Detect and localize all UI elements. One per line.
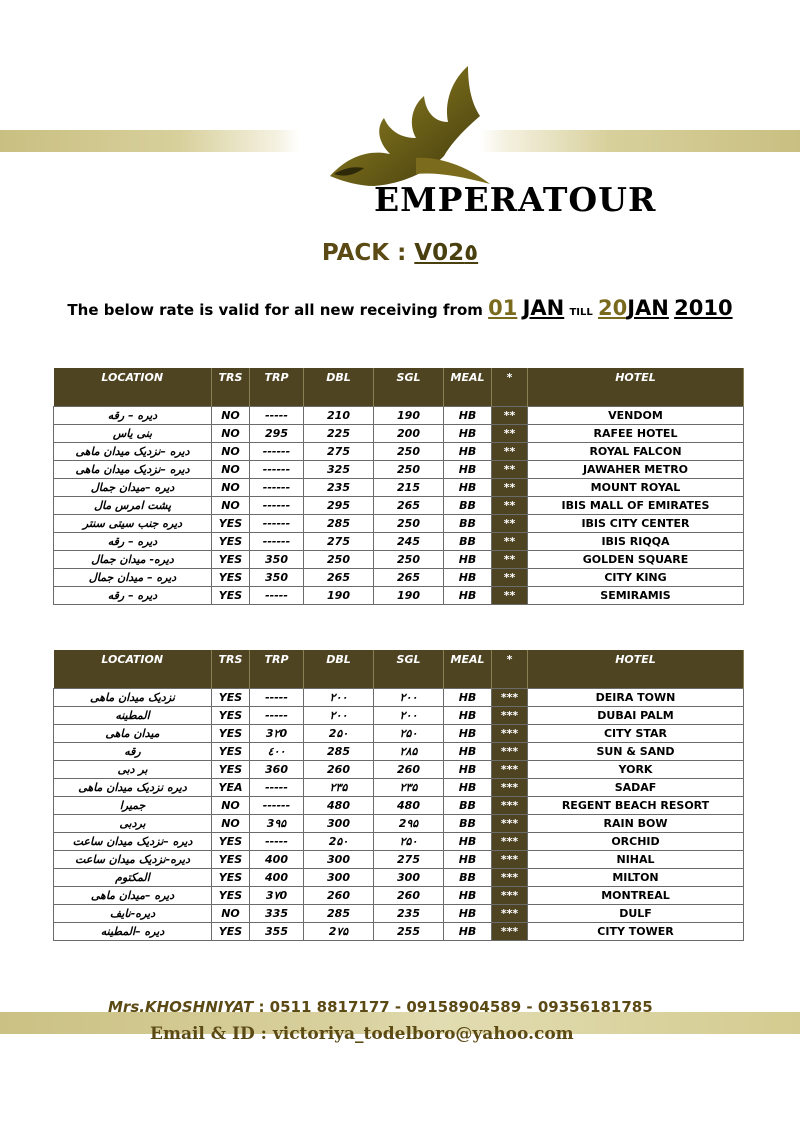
sgl-cell: 235 (374, 905, 444, 923)
star-cell: ** (492, 569, 528, 587)
table-row (54, 407, 744, 425)
meal-cell: BB (444, 533, 492, 551)
hotel-cell: MONTREAL (528, 887, 744, 905)
star-cell: ** (492, 443, 528, 461)
table-header (54, 368, 744, 407)
dbl-cell: 250 (304, 551, 374, 569)
hotel-cell: MILTON (528, 869, 744, 887)
sgl-cell: 250 (374, 515, 444, 533)
trs-cell: YEA (212, 779, 250, 797)
dbl-cell: 325 (304, 461, 374, 479)
email-address[interactable]: victoriya_todelboro@yahoo.com (272, 1024, 574, 1044)
star-cell: ** (492, 551, 528, 569)
dbl-cell: ۲۳۵ (304, 779, 374, 797)
location-cell: دیره –میدان ماهی (54, 887, 212, 905)
hotel-cell: SEMIRAMIS (528, 587, 744, 605)
validity-line (0, 296, 800, 320)
star-cell: *** (492, 851, 528, 869)
trp-cell: ------ (250, 515, 304, 533)
trs-cell: YES (212, 743, 250, 761)
dbl-cell: 225 (304, 425, 374, 443)
dbl-cell: 300 (304, 869, 374, 887)
table-row (54, 479, 744, 497)
sgl-cell: ۲۸۵ (374, 743, 444, 761)
trp-cell: ٤۰۰ (250, 743, 304, 761)
location-cell: دیره –المطینه (54, 923, 212, 941)
column-header-trp: TRP (250, 368, 304, 407)
from-day: 01 (488, 296, 518, 320)
trs-cell: YES (212, 569, 250, 587)
rates-table-three-star (53, 650, 744, 941)
table-row (54, 689, 744, 707)
table-row (54, 533, 744, 551)
trp-cell: 295 (250, 425, 304, 443)
trp-cell: 400 (250, 869, 304, 887)
star-cell: ** (492, 407, 528, 425)
hotel-cell: RAFEE HOTEL (528, 425, 744, 443)
star-cell: ** (492, 479, 528, 497)
meal-cell: HB (444, 479, 492, 497)
trs-cell: YES (212, 833, 250, 851)
star-cell: *** (492, 689, 528, 707)
table-row (54, 515, 744, 533)
hotel-cell: ROYAL FALCON (528, 443, 744, 461)
star-cell: *** (492, 779, 528, 797)
trp-cell: 3۷0 (250, 887, 304, 905)
hotel-cell: DULF (528, 905, 744, 923)
meal-cell: HB (444, 905, 492, 923)
table-row (54, 815, 744, 833)
column-header-trs: TRS (212, 650, 250, 689)
dbl-cell: 285 (304, 905, 374, 923)
meal-cell: HB (444, 887, 492, 905)
location-cell: دیره-نزدیک میدان ساعت (54, 851, 212, 869)
dbl-cell: 285 (304, 743, 374, 761)
trp-cell: ----- (250, 689, 304, 707)
sgl-cell: ۲۰۰ (374, 707, 444, 725)
column-header-sgl: SGL (374, 368, 444, 407)
contact-email-line (150, 1024, 574, 1044)
sgl-cell: 275 (374, 851, 444, 869)
meal-cell: BB (444, 869, 492, 887)
hotel-cell: YORK (528, 761, 744, 779)
location-cell: المطینه (54, 707, 212, 725)
trp-cell: 400 (250, 851, 304, 869)
trp-cell: 3۲0 (250, 725, 304, 743)
star-cell: *** (492, 869, 528, 887)
trs-cell: NO (212, 425, 250, 443)
table-row (54, 761, 744, 779)
hotel-cell: RAIN BOW (528, 815, 744, 833)
star-cell: ** (492, 515, 528, 533)
dbl-cell: ۲۰۰ (304, 689, 374, 707)
trp-cell: ----- (250, 587, 304, 605)
sgl-cell: 260 (374, 761, 444, 779)
dbl-cell: 235 (304, 479, 374, 497)
table-row (54, 551, 744, 569)
meal-cell: HB (444, 779, 492, 797)
star-cell: *** (492, 707, 528, 725)
sgl-cell: 2۹۵ (374, 815, 444, 833)
hotel-cell: MOUNT ROYAL (528, 479, 744, 497)
star-cell: *** (492, 725, 528, 743)
hotel-cell: DUBAI PALM (528, 707, 744, 725)
star-cell: *** (492, 887, 528, 905)
location-cell: جمیرا (54, 797, 212, 815)
meal-cell: HB (444, 425, 492, 443)
trs-cell: NO (212, 497, 250, 515)
location-cell: دیره – رقه (54, 587, 212, 605)
table-row (54, 743, 744, 761)
table-row (54, 869, 744, 887)
hotel-cell: SADAF (528, 779, 744, 797)
column-header-trs: TRS (212, 368, 250, 407)
hotel-cell: GOLDEN SQUARE (528, 551, 744, 569)
dbl-cell: 300 (304, 815, 374, 833)
trp-cell: ------ (250, 797, 304, 815)
hotel-cell: SUN & SAND (528, 743, 744, 761)
dbl-cell: 2۷۵ (304, 923, 374, 941)
star-cell: *** (492, 815, 528, 833)
star-cell: ** (492, 461, 528, 479)
table-row (54, 797, 744, 815)
location-cell: دیره جنب سیتی سنتر (54, 515, 212, 533)
column-header-dbl: DBL (304, 650, 374, 689)
trs-cell: NO (212, 815, 250, 833)
column-header-star: * (492, 368, 528, 407)
dbl-cell: 265 (304, 569, 374, 587)
meal-cell: HB (444, 551, 492, 569)
hotel-cell: CITY STAR (528, 725, 744, 743)
trs-cell: NO (212, 479, 250, 497)
star-cell: ** (492, 587, 528, 605)
location-cell: دیره-نایف (54, 905, 212, 923)
year: 2010 (674, 296, 733, 320)
sgl-cell: ۲۵۰ (374, 833, 444, 851)
star-cell: *** (492, 743, 528, 761)
table-row (54, 905, 744, 923)
trp-cell: ----- (250, 779, 304, 797)
sgl-cell: 300 (374, 869, 444, 887)
table-row (54, 425, 744, 443)
star-cell: *** (492, 833, 528, 851)
dbl-cell: 190 (304, 587, 374, 605)
trp-cell: ------ (250, 497, 304, 515)
column-header-location: LOCATION (54, 650, 212, 689)
hotel-cell: JAWAHER METRO (528, 461, 744, 479)
trp-cell: 350 (250, 551, 304, 569)
sgl-cell: ۲۰۰ (374, 689, 444, 707)
trs-cell: NO (212, 905, 250, 923)
sgl-cell: 250 (374, 551, 444, 569)
star-cell: ** (492, 425, 528, 443)
meal-cell: HB (444, 443, 492, 461)
sgl-cell: 245 (374, 533, 444, 551)
trp-cell: ----- (250, 833, 304, 851)
column-header-meal: MEAL (444, 368, 492, 407)
trp-cell: 3۹۵ (250, 815, 304, 833)
location-cell: دیره –میدان جمال (54, 479, 212, 497)
column-header-sgl: SGL (374, 650, 444, 689)
hotel-cell: REGENT BEACH RESORT (528, 797, 744, 815)
trp-cell: 355 (250, 923, 304, 941)
location-cell: میدان ماهی (54, 725, 212, 743)
table-row (54, 443, 744, 461)
location-cell: بر دبی (54, 761, 212, 779)
trs-cell: YES (212, 851, 250, 869)
sgl-cell: 200 (374, 425, 444, 443)
pack-code: V02٥ (414, 240, 479, 266)
trp-cell: ------ (250, 479, 304, 497)
hotel-cell: CITY TOWER (528, 923, 744, 941)
dbl-cell: 210 (304, 407, 374, 425)
dbl-cell: 275 (304, 443, 374, 461)
trs-cell: YES (212, 887, 250, 905)
contact-phone-line (108, 998, 653, 1016)
sgl-cell: 265 (374, 497, 444, 515)
trs-cell: YES (212, 689, 250, 707)
sgl-cell: 250 (374, 461, 444, 479)
star-cell: *** (492, 923, 528, 941)
sgl-cell: 215 (374, 479, 444, 497)
pack-prefix: PACK : (321, 240, 407, 266)
table-row (54, 923, 744, 941)
meal-cell: BB (444, 797, 492, 815)
table-row (54, 569, 744, 587)
trp-cell: ----- (250, 707, 304, 725)
validity-text: The below rate is valid for all new receiving from (67, 301, 483, 319)
location-cell: دیره – رقه (54, 407, 212, 425)
meal-cell: HB (444, 407, 492, 425)
location-cell: نزدیک میدان ماهی (54, 689, 212, 707)
sgl-cell: 265 (374, 569, 444, 587)
trp-cell: 335 (250, 905, 304, 923)
star-cell: ** (492, 533, 528, 551)
column-header-location: LOCATION (54, 368, 212, 407)
dbl-cell: 480 (304, 797, 374, 815)
table-row (54, 833, 744, 851)
to-day: 20 (598, 296, 628, 320)
trs-cell: YES (212, 869, 250, 887)
meal-cell: BB (444, 815, 492, 833)
sgl-cell: 250 (374, 443, 444, 461)
trp-cell: 350 (250, 569, 304, 587)
meal-cell: HB (444, 461, 492, 479)
meal-cell: HB (444, 707, 492, 725)
meal-cell: HB (444, 761, 492, 779)
hotel-cell: ORCHID (528, 833, 744, 851)
table-row (54, 707, 744, 725)
trs-cell: YES (212, 515, 250, 533)
location-cell: المکتوم (54, 869, 212, 887)
location-cell: بردبی (54, 815, 212, 833)
contact-name: Mrs.KHOSHNIYAT (108, 998, 254, 1016)
meal-cell: HB (444, 569, 492, 587)
table-row (54, 461, 744, 479)
dbl-cell: 2۵۰ (304, 725, 374, 743)
column-header-hotel: HOTEL (528, 368, 744, 407)
dbl-cell: 260 (304, 761, 374, 779)
hotel-cell: VENDOM (528, 407, 744, 425)
trs-cell: YES (212, 761, 250, 779)
table-row (54, 779, 744, 797)
trs-cell: YES (212, 551, 250, 569)
trs-cell: YES (212, 725, 250, 743)
star-cell: *** (492, 905, 528, 923)
star-cell: ** (492, 497, 528, 515)
till-label: TILL (569, 307, 593, 318)
hotel-cell: NIHAL (528, 851, 744, 869)
location-cell: دیره –نزدیک میدان ماهی (54, 443, 212, 461)
dbl-cell: ۲۰۰ (304, 707, 374, 725)
email-label: Email & ID : (150, 1024, 267, 1044)
table-row (54, 497, 744, 515)
column-header-hotel: HOTEL (528, 650, 744, 689)
meal-cell: BB (444, 515, 492, 533)
table-header (54, 650, 744, 689)
trs-cell: YES (212, 707, 250, 725)
meal-cell: HB (444, 743, 492, 761)
trs-cell: YES (212, 587, 250, 605)
sgl-cell: 480 (374, 797, 444, 815)
meal-cell: HB (444, 833, 492, 851)
dbl-cell: 275 (304, 533, 374, 551)
table-row (54, 587, 744, 605)
location-cell: دیره نزدیک میدان ماهی (54, 779, 212, 797)
dbl-cell: 300 (304, 851, 374, 869)
location-cell: بنی یاس (54, 425, 212, 443)
table-row (54, 851, 744, 869)
dbl-cell: 285 (304, 515, 374, 533)
trs-cell: YES (212, 923, 250, 941)
dbl-cell: 260 (304, 887, 374, 905)
from-month: JAN (522, 296, 565, 320)
meal-cell: HB (444, 851, 492, 869)
sgl-cell: 260 (374, 887, 444, 905)
trp-cell: 360 (250, 761, 304, 779)
meal-cell: HB (444, 689, 492, 707)
location-cell: دیره –نزدیک میدان ساعت (54, 833, 212, 851)
meal-cell: HB (444, 923, 492, 941)
dbl-cell: 2۵۰ (304, 833, 374, 851)
sgl-cell: ۲۵۰ (374, 725, 444, 743)
trp-cell: ----- (250, 407, 304, 425)
hotel-cell: IBIS MALL OF EMIRATES (528, 497, 744, 515)
column-header-trp: TRP (250, 650, 304, 689)
trp-cell: ------ (250, 533, 304, 551)
hotel-cell: CITY KING (528, 569, 744, 587)
star-cell: *** (492, 761, 528, 779)
trs-cell: YES (212, 533, 250, 551)
trs-cell: NO (212, 443, 250, 461)
hotel-cell: DEIRA TOWN (528, 689, 744, 707)
column-header-star: * (492, 650, 528, 689)
table-row (54, 725, 744, 743)
pack-title (0, 240, 800, 266)
meal-cell: BB (444, 497, 492, 515)
trp-cell: ------ (250, 461, 304, 479)
trs-cell: NO (212, 461, 250, 479)
meal-cell: HB (444, 587, 492, 605)
column-header-dbl: DBL (304, 368, 374, 407)
to-month: JAN (627, 296, 669, 320)
trs-cell: NO (212, 407, 250, 425)
location-cell: دیره –نزدیک میدان ماهی (54, 461, 212, 479)
trs-cell: NO (212, 797, 250, 815)
hotel-cell: IBIS CITY CENTER (528, 515, 744, 533)
gold-band-left (0, 130, 300, 152)
rates-table-two-star (53, 368, 744, 605)
hotel-cell: IBIS RIQQA (528, 533, 744, 551)
location-cell: پشت امرس مال (54, 497, 212, 515)
dbl-cell: 295 (304, 497, 374, 515)
brand-name: EMPERATOUR (374, 180, 657, 219)
trp-cell: ------ (250, 443, 304, 461)
table-row (54, 887, 744, 905)
meal-cell: HB (444, 725, 492, 743)
sgl-cell: ۲۳۵ (374, 779, 444, 797)
location-cell: دیره – میدان جمال (54, 569, 212, 587)
location-cell: دیره – رقه (54, 533, 212, 551)
location-cell: رقه (54, 743, 212, 761)
contact-phones: : 0511 8817177 - 09158904589 - 09356181785 (258, 998, 653, 1016)
column-header-meal: MEAL (444, 650, 492, 689)
location-cell: دیره- میدان جمال (54, 551, 212, 569)
sgl-cell: 190 (374, 587, 444, 605)
star-cell: *** (492, 797, 528, 815)
sgl-cell: 255 (374, 923, 444, 941)
sgl-cell: 190 (374, 407, 444, 425)
